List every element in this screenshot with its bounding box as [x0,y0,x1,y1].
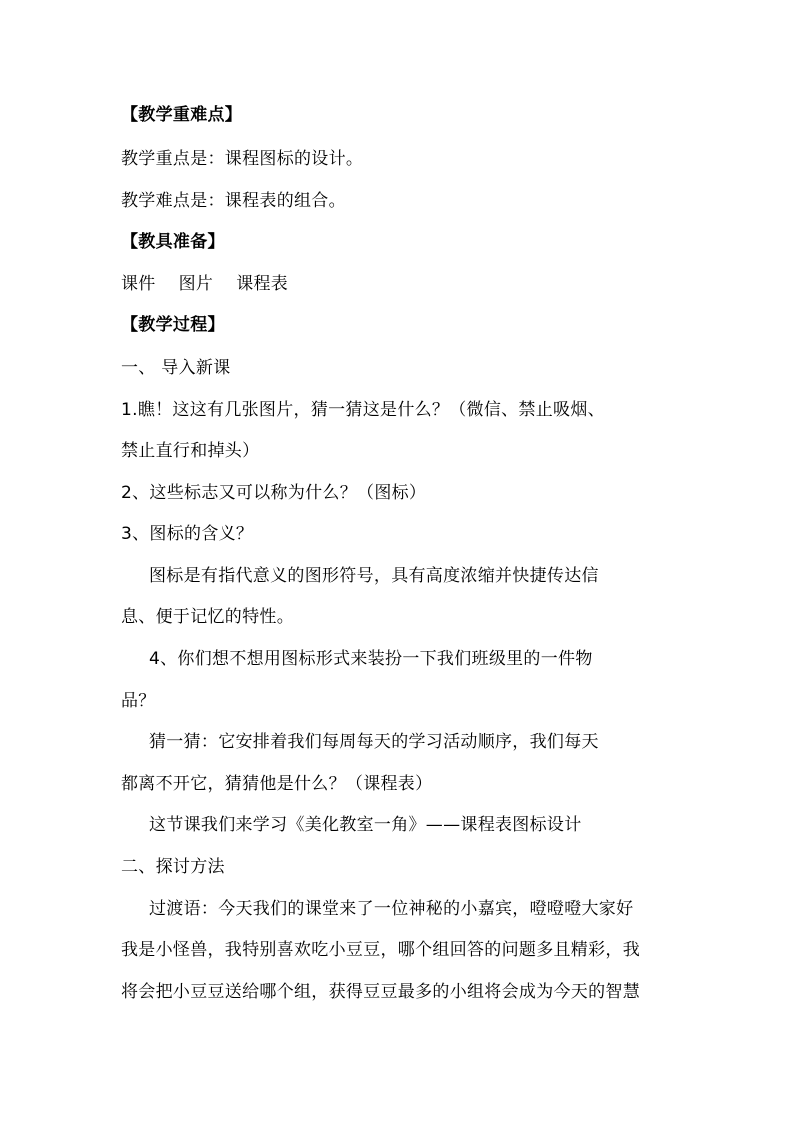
transition-line1: 过渡语：今天我们的课堂来了一位神秘的小嘉宾，噔噔噔大家好 [149,899,634,919]
process-heading: 【教学过程】 [121,315,225,335]
lesson-topic: 这节课我们来学习《美化教室一角》——课程表图标设计 [149,815,582,835]
transition-line3: 将会把小豆豆送给哪个组，获得豆豆最多的小组将会成为今天的智慧 [121,982,640,1002]
icon-definition-line1: 图标是有指代意义的图形符号，具有高度浓缩并快捷传达信 [149,566,599,586]
riddle-line1: 猜一猜：它安排着我们每周每天的学习活动顺序，我们每天 [149,732,599,752]
part1-title: 一、 导入新课 [121,358,231,378]
tools-list: 课件 图片 课程表 [121,274,289,294]
difficulty-heading: 【教学重难点】 [121,105,243,125]
question1-line2: 禁止直行和掉头） [121,441,260,461]
part2-title: 二、探讨方法 [121,857,225,877]
question4-line1: 4、你们想不想用图标形式来装扮一下我们班级里的一件物 [149,649,593,669]
icon-definition-line2: 息、便于记忆的特性。 [121,607,294,627]
key-point-text: 教学重点是：课程图标的设计。 [121,149,364,169]
transition-line2: 我是小怪兽，我特别喜欢吃小豆豆，哪个组回答的问题多且精彩，我 [121,940,640,960]
question4-line2: 品？ [121,691,156,711]
question2: 2、这些标志又可以称为什么？（图标） [121,483,427,503]
question3: 3、图标的含义？ [121,524,254,544]
question1-line1: 1.瞧！这这有几张图片，猜一猜这是什么？（微信、禁止吸烟、 [121,400,605,420]
tools-heading: 【教具准备】 [121,232,225,252]
difficult-point-text: 教学难点是：课程表的组合。 [121,191,346,211]
riddle-line2: 都离不开它，猜猜他是什么？（课程表） [121,774,433,794]
